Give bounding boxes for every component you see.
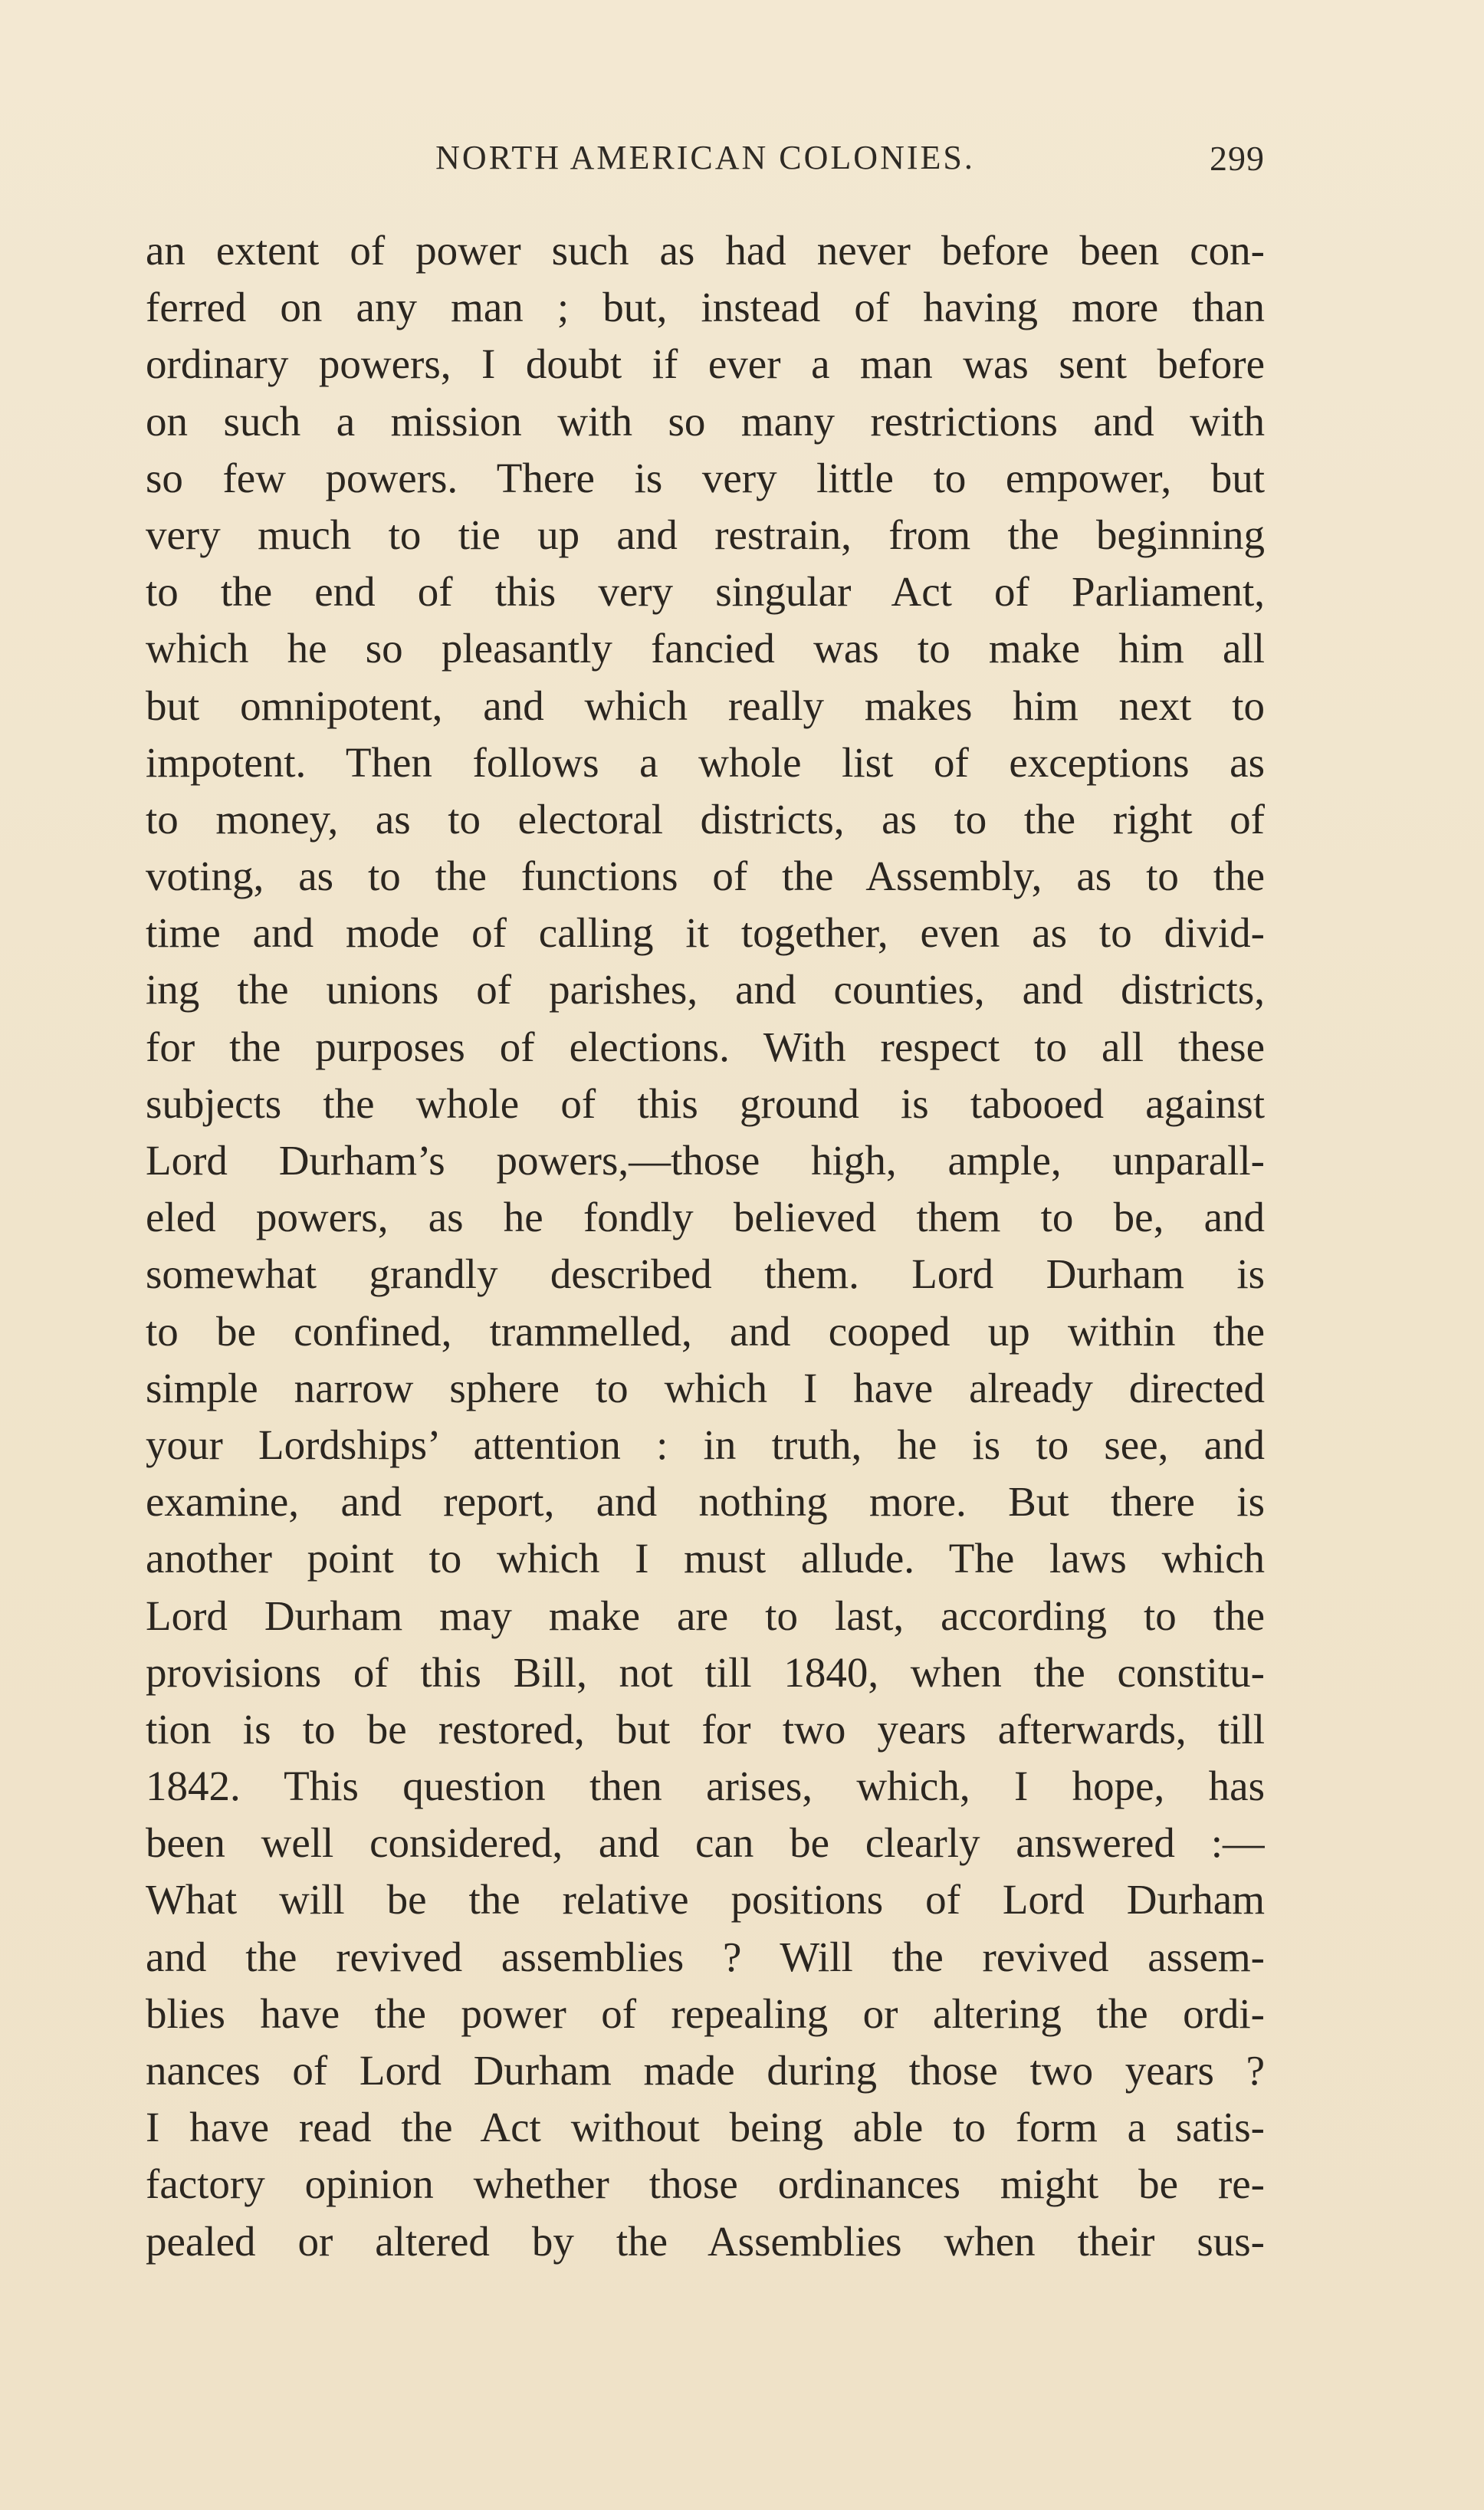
text-line: to the end of this very singular Act of Parliament, bbox=[146, 568, 1265, 616]
text-line: another point to which I must allude. The laws which bbox=[146, 1535, 1265, 1582]
text-line: What will be the relative positions of Lord Durham bbox=[146, 1876, 1265, 1924]
text-line: pealed or altered by the Assemblies when their sus- bbox=[146, 2217, 1265, 2265]
text-line: on such a mission with so many restrictions and with bbox=[146, 397, 1265, 445]
body-text bbox=[146, 222, 1265, 2270]
text-line: and the revived assemblies ? Will the revived assem- bbox=[146, 1933, 1265, 1980]
text-line: eled powers, as he fondly believed them to be, and bbox=[146, 1194, 1265, 1241]
text-line: I have read the Act without being able to form a satis- bbox=[146, 2104, 1265, 2151]
text-line: simple narrow sphere to which I have already directed bbox=[146, 1364, 1265, 1411]
page-number: 299 bbox=[1210, 139, 1265, 178]
text-line: factory opinion whether those ordinances might be re- bbox=[146, 2160, 1265, 2208]
text-line: tion is to be restored, but for two years afterwards, till bbox=[146, 1705, 1265, 1753]
running-head bbox=[146, 138, 1265, 192]
text-line: somewhat grandly described them. Lord Durham is bbox=[146, 1250, 1265, 1298]
text-line: Lord Durham may make are to last, according to the bbox=[146, 1592, 1265, 1639]
text-line: an extent of power such as had never before been con- bbox=[146, 227, 1265, 274]
text-line: which he so pleasantly fancied was to make him all bbox=[146, 625, 1265, 672]
text-line: Lord Durham’s powers,—those high, ample, unparall- bbox=[146, 1137, 1265, 1184]
text-line: ferred on any man ; but, instead of having more than bbox=[146, 284, 1265, 331]
text-line: your Lordships’ attention : in truth, he is to see, and bbox=[146, 1421, 1265, 1468]
text-line: ing the unions of parishes, and counties, and districts, bbox=[146, 966, 1265, 1014]
text-line: to be confined, trammelled, and cooped up within the bbox=[146, 1307, 1265, 1355]
text-line: very much to tie up and restrain, from the beginning bbox=[146, 511, 1265, 558]
text-line: nances of Lord Durham made during those two years ? bbox=[146, 2047, 1265, 2094]
text-line: so few powers. There is very little to empower, but bbox=[146, 454, 1265, 501]
text-line: impotent. Then follows a whole list of exceptions as bbox=[146, 738, 1265, 786]
text-line: but omnipotent, and which really makes him next to bbox=[146, 682, 1265, 729]
text-line: to money, as to electoral districts, as to the right of bbox=[146, 795, 1265, 843]
text-line: ordinary powers, I doubt if ever a man was sent before bbox=[146, 340, 1265, 388]
text-line: subjects the whole of this ground is tabooed against bbox=[146, 1079, 1265, 1127]
running-title: NORTH AMERICAN COLONIES. bbox=[435, 139, 975, 176]
text-line: voting, as to the functions of the Assembly, as to the bbox=[146, 853, 1265, 900]
text-line: time and mode of calling it together, even as to divid- bbox=[146, 909, 1265, 957]
text-line: provisions of this Bill, not till 1840, when the constitu- bbox=[146, 1648, 1265, 1696]
text-line: blies have the power of repealing or altering the ordi- bbox=[146, 1989, 1265, 2037]
text-line: 1842. This question then arises, which, I hope, has bbox=[146, 1763, 1265, 1810]
text-line: been well considered, and can be clearly answered :— bbox=[146, 1819, 1265, 1867]
text-line: for the purposes of elections. With respect to all these bbox=[146, 1023, 1265, 1070]
text-line: examine, and report, and nothing more. But there is bbox=[146, 1478, 1265, 1526]
